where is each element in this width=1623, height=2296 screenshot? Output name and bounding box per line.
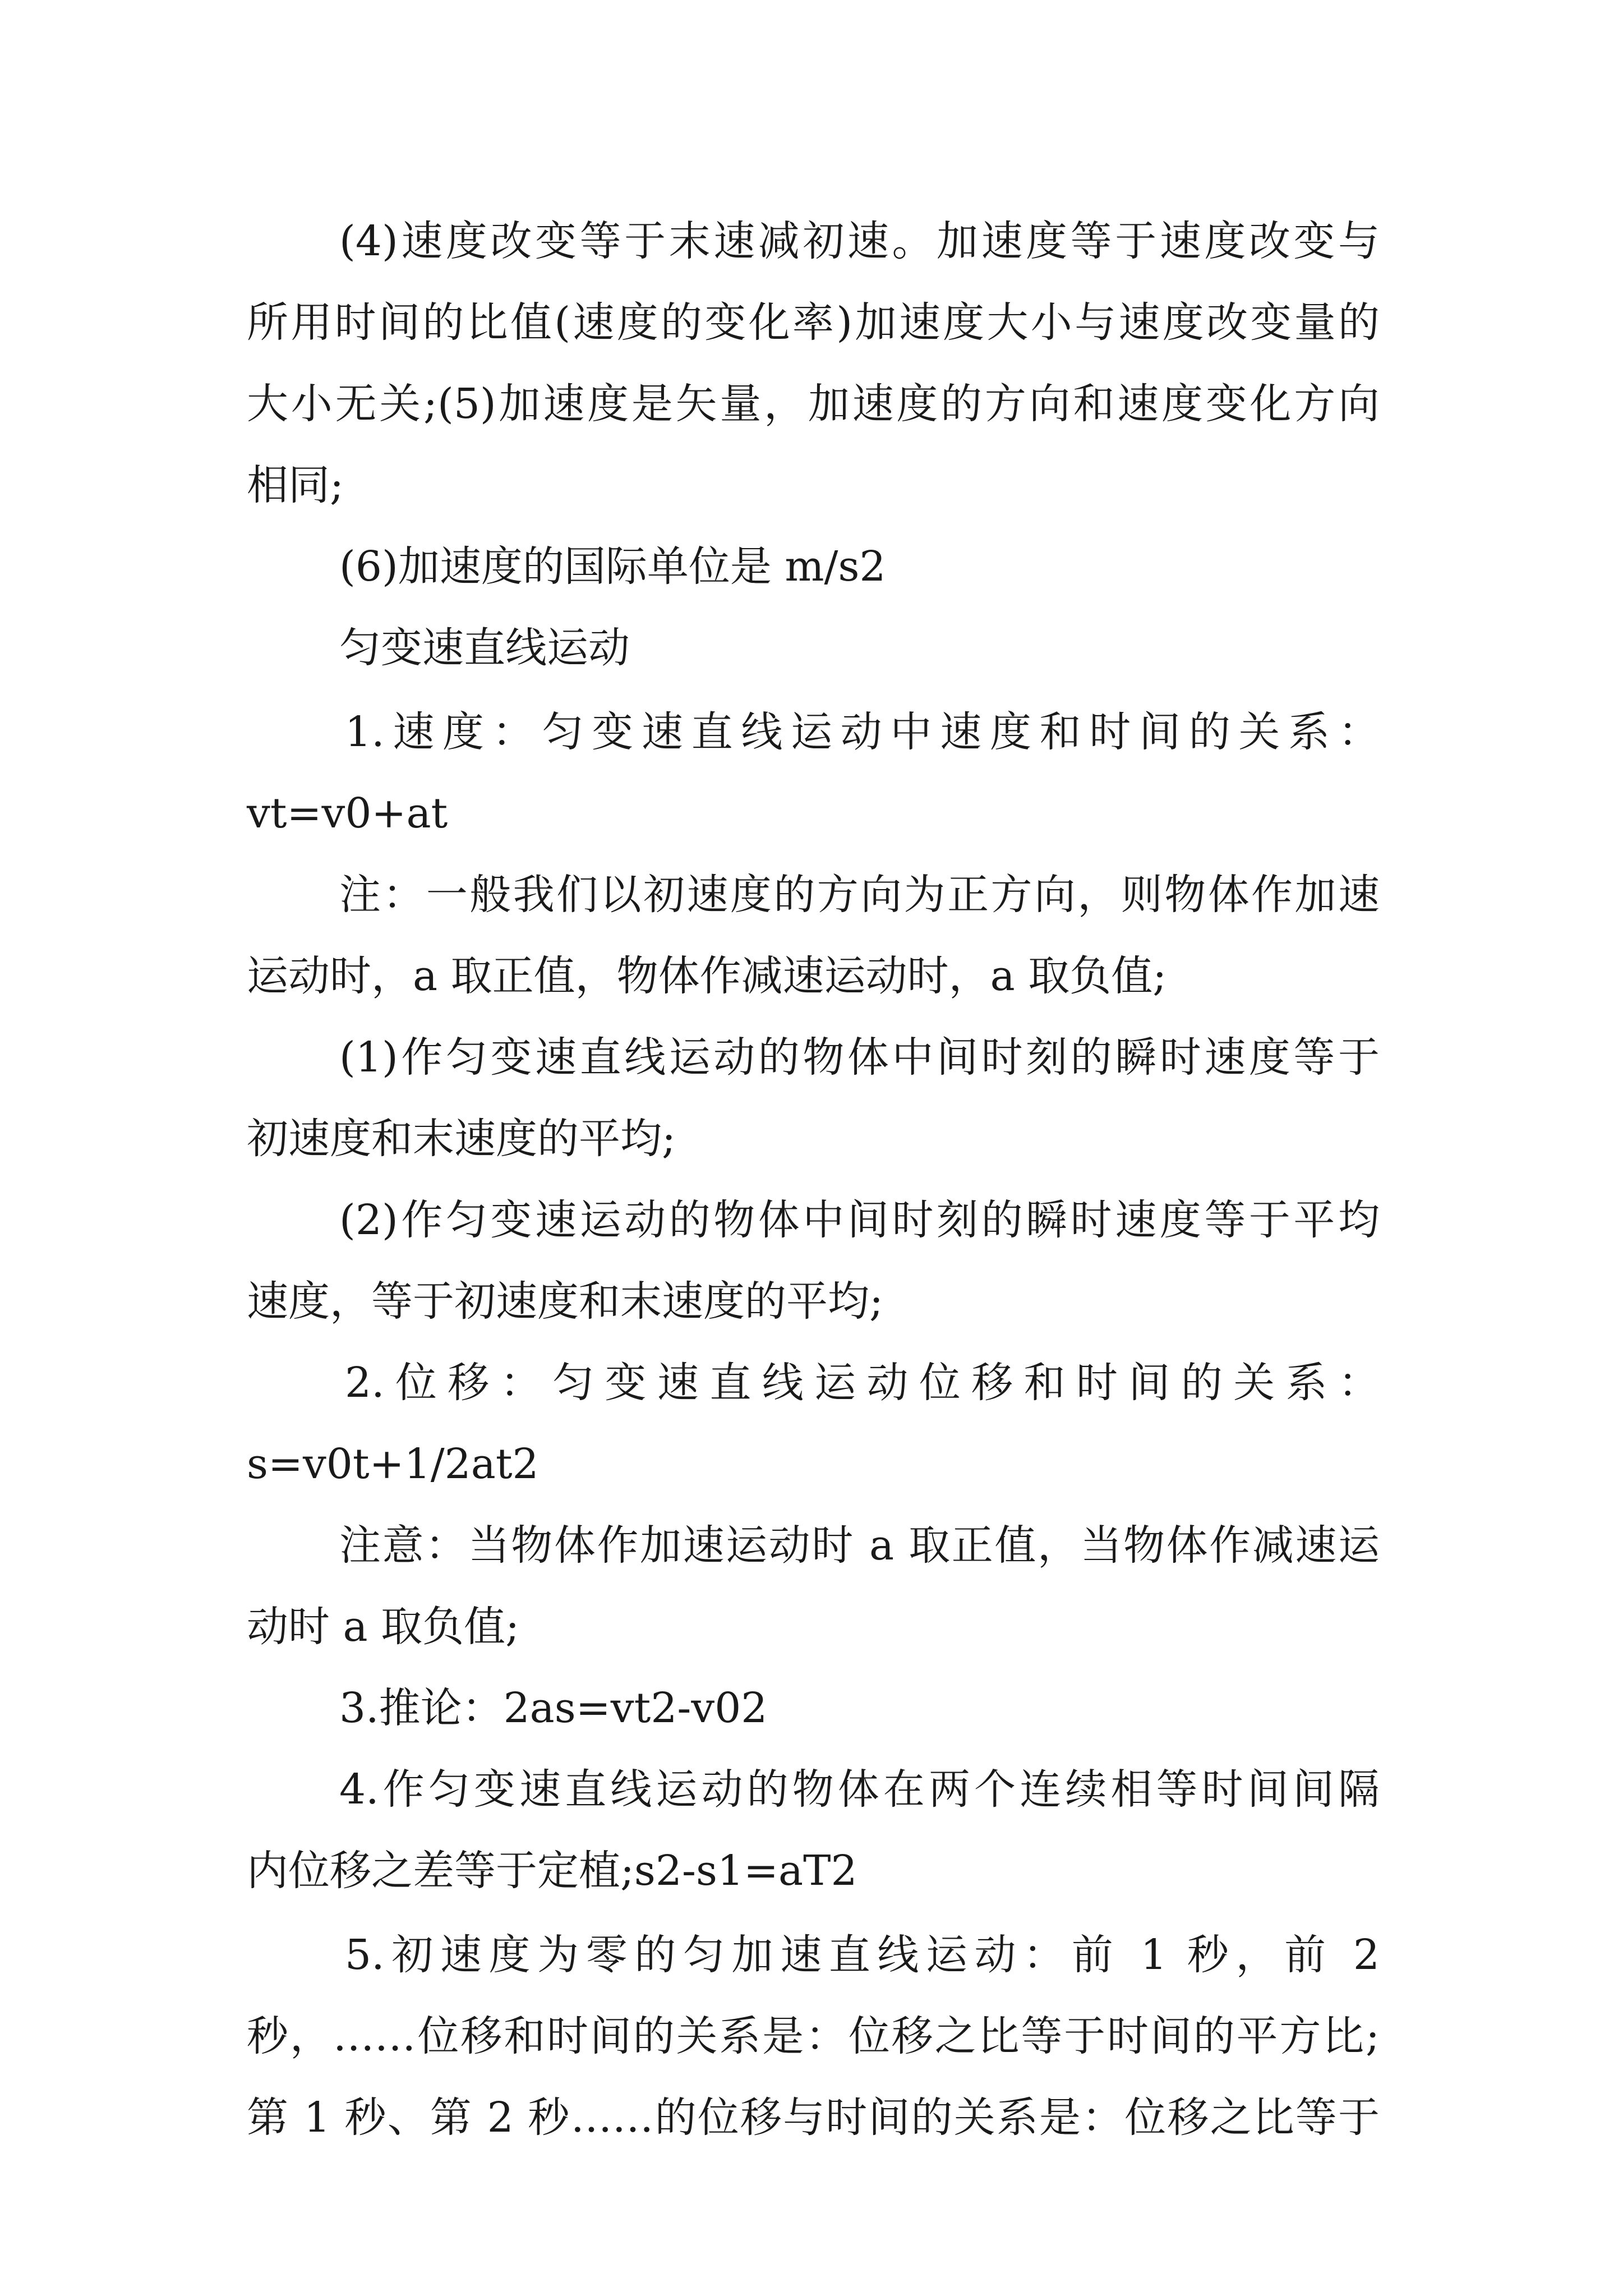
text-line: 1.速度：匀变速直线运动中速度和时间的关系：: [345, 708, 1380, 756]
text-line: 注意：当物体作加速运动时 a 取正值，当物体作减速运: [339, 1521, 1380, 1570]
text-line: 相同;: [247, 461, 344, 509]
section-heading: 匀变速直线运动: [339, 624, 630, 672]
text-line: 3.推论：2as=vt2-v02: [339, 1684, 768, 1732]
text-line: 运动时，a 取正值，物体作减速运动时，a 取负值;: [247, 952, 1167, 1000]
text-line: (2)作匀变速运动的物体中间时刻的瞬时速度等于平均: [339, 1196, 1380, 1244]
text-line: 大小无关;(5)加速度是矢量，加速度的方向和速度变化方向: [247, 380, 1380, 428]
text-line: 所用时间的比值(速度的变化率)加速度大小与速度改变量的: [247, 298, 1380, 347]
text-line: 动时 a 取负值;: [247, 1603, 520, 1651]
text-line: 速度，等于初速度和末速度的平均;: [247, 1277, 883, 1326]
text-line: 第 1 秒、第 2 秒……的位移与时间的关系是：位移之比等于: [247, 2093, 1380, 2142]
text-line: 2.位移：匀变速直线运动位移和时间的关系：: [345, 1359, 1380, 1407]
formula-line: s=v0t+1/2at2: [247, 1440, 539, 1488]
text-line: 内位移之差等于定植;s2-s1=aT2: [247, 1847, 857, 1895]
text-line: 注：一般我们以初速度的方向为正方向，则物体作加速: [339, 871, 1380, 919]
text-line: (6)加速度的国际单位是 m/s2: [339, 542, 886, 591]
text-line: (4)速度改变等于末速减初速。加速度等于速度改变与: [339, 217, 1380, 265]
text-line: 初速度和末速度的平均;: [247, 1115, 676, 1163]
text-line: 4.作匀变速直线运动的物体在两个连续相等时间间隔: [339, 1765, 1380, 1814]
text-line: 秒，……位移和时间的关系是：位移之比等于时间的平方比;: [247, 2012, 1380, 2060]
formula-line: vt=v0+at: [247, 789, 448, 838]
text-line: 5.初速度为零的匀加速直线运动：前 1 秒，前 2: [345, 1931, 1380, 1979]
text-line: (1)作匀变速直线运动的物体中间时刻的瞬时速度等于: [339, 1033, 1380, 1082]
